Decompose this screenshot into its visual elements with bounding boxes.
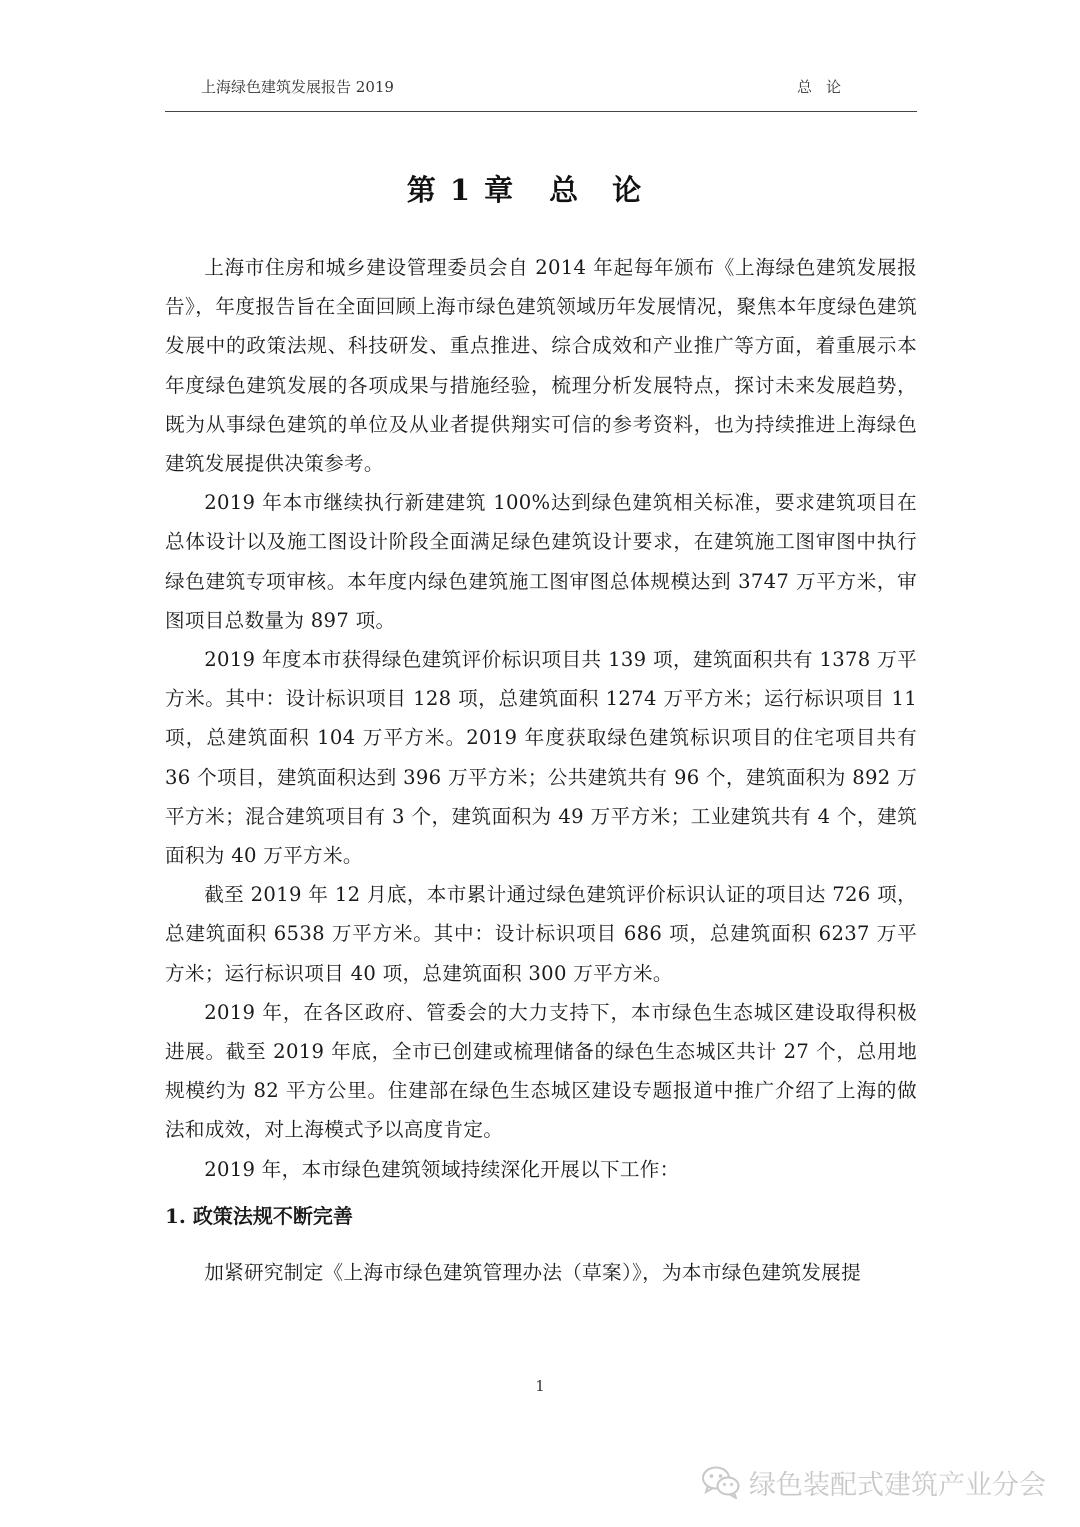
chapter-name: 总论 [549,173,676,207]
section-heading: 1. 政策法规不断完善 [165,1203,353,1228]
paragraph-intro: 上海市住房和城乡建设管理委员会自 2014 年起每年颁布《上海绿色建筑发展报告》，年度报告旨在全面回顾上海市绿色建筑领域历年发展情况，聚焦本年度绿色建筑发展中的政策法规、科技研发、重点推进、综合成效和产业推广等方面，着重展示本年度绿色建筑发展的各项成果与措施经验，梳理分析发展特点，探讨未来发展趋势，既为从事绿色建筑的单位及从业者提供翔实可信的参考资料，也为持续推进上海绿色建筑发展提供决策参考。 [165,256,917,476]
paragraph-eco-districts: 2019 年，在各区政府、管委会的大力支持下，本市绿色生态城区建设取得积极进展。截至 2019 年底，全市已创建或梳理储备的绿色生态城区共计 27 个，总用地规模约为 82 平方公里。住建部在绿色生态城区建设专题报道中推广介绍了上海的做法和成效，对上海模式予以高度肯定。 [165,1000,917,1142]
body-text [165,248,917,1292]
paragraph-work-intro: 2019 年，本市绿色建筑领域持续深化开展以下工作： [204,1157,680,1181]
paragraph-policy: 加紧研究制定《上海市绿色建筑管理办法（草案）》，为本市绿色建筑发展提 [204,1260,861,1284]
watermark [701,1462,1046,1502]
watermark-text: 绿色装配式建筑产业分会 [749,1469,1046,1501]
page-number: 1 [535,1377,545,1395]
header-title: 上海绿色建筑发展报告 2019 [201,78,394,96]
chapter-number: 第 1 章 [406,173,516,207]
chapter-title [165,168,917,209]
header-section: 总论 [796,78,855,96]
paragraph-cumulative: 截至 2019 年 12 月底，本市累计通过绿色建筑评价标识认证的项目达 726 项，总建筑面积 6538 万平方米。其中：设计标识项目 686 项，总建筑面积 6237 万平方米；运行标识项目 40 项，总建筑面积 300 万平方米。 [165,883,917,985]
paragraph-certification-2019: 2019 年度本市获得绿色建筑评价标识项目共 139 项，建筑面积共有 1378 万平方米。其中：设计标识项目 128 项，总建筑面积 1274 万平方米；运行标识项目 11 项，总建筑面积 104 万平方米。2019 年度获取绿色建筑标识项目的住宅项目共有 36 个项目，建筑面积达到 396 万平方米；公共建筑共有 96 个，建筑面积为 892 万平方米；混合建筑项目有 3 个，建筑面积为 49 万平方米；工业建筑共有 4 个，建筑面积为 40 万平方米。 [165,648,917,868]
wechat-icon [701,1465,741,1499]
header-rule [165,111,917,112]
paragraph-construction-review: 2019 年本市继续执行新建建筑 100%达到绿色建筑相关标准，要求建筑项目在总体设计以及施工图设计阶段全面满足绿色建筑设计要求，在建筑施工图审图中执行绿色建筑专项审核。本年度内绿色建筑施工图审图总体规模达到 3747 万平方米，审图项目总数量为 897 项。 [165,491,917,632]
page-header [165,76,917,106]
